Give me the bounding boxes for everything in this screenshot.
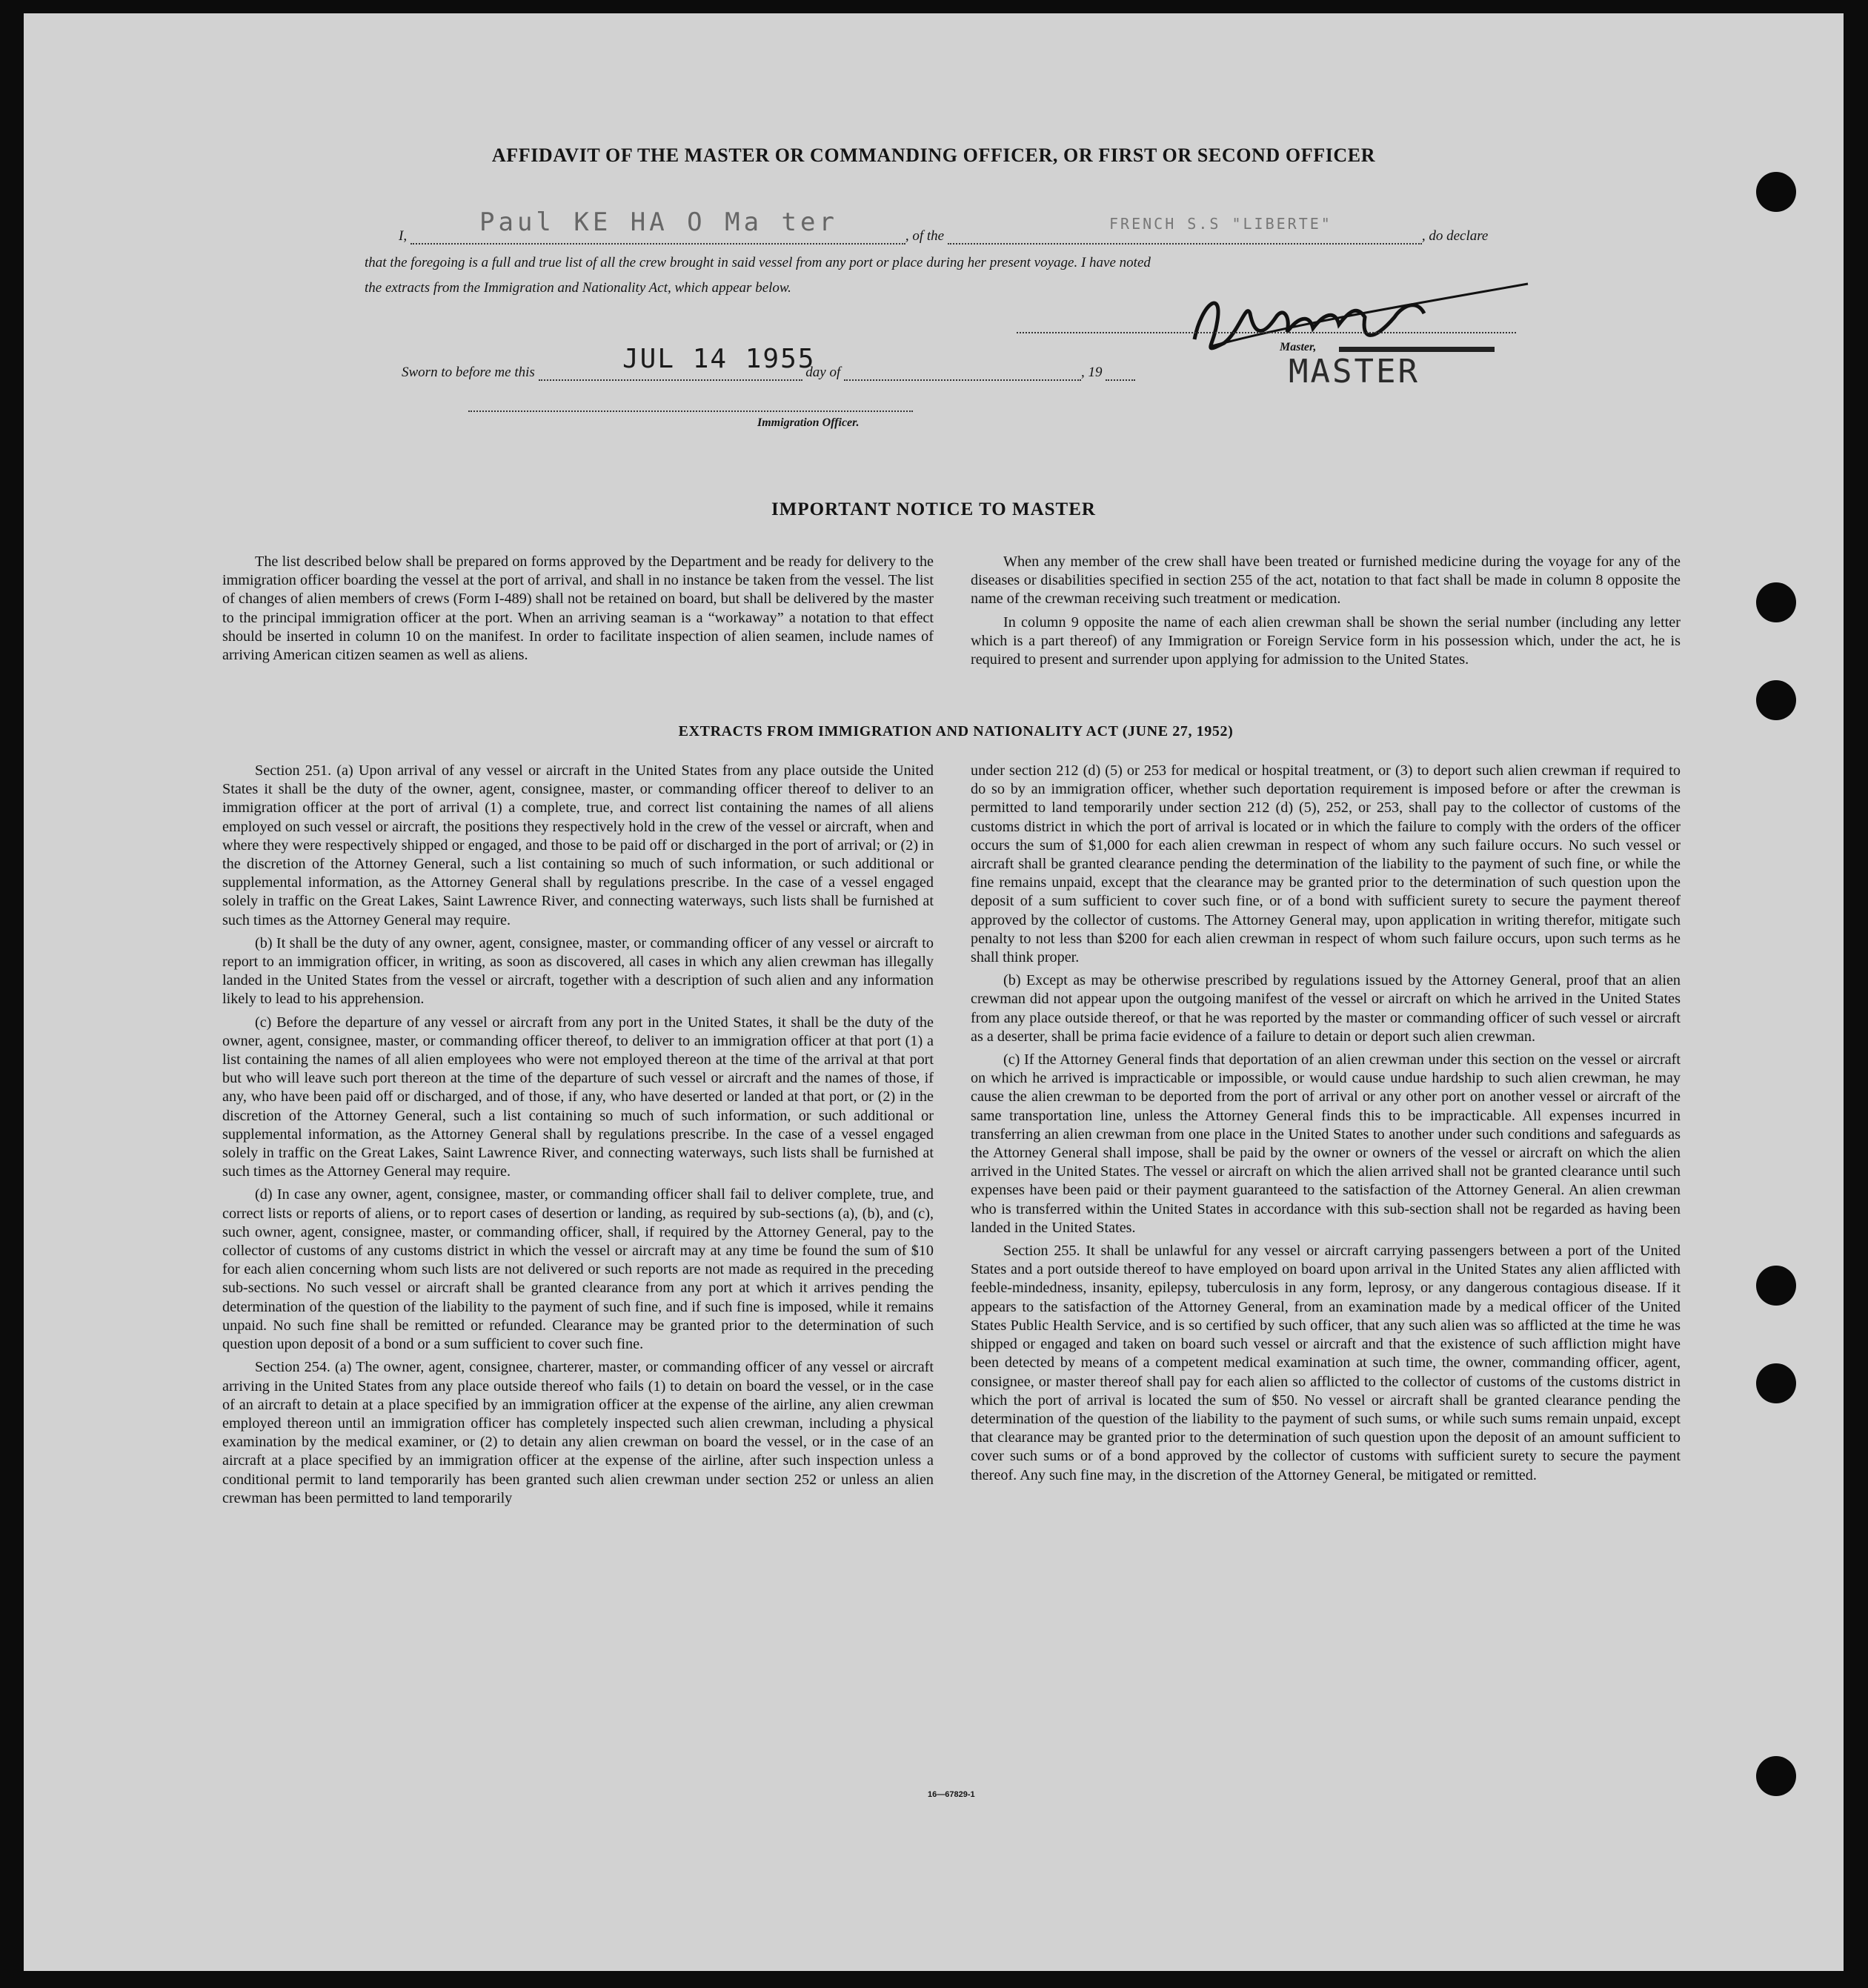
punch-hole (1756, 582, 1796, 622)
sworn-label: Sworn to before me this (402, 365, 535, 380)
extracts-right-column (971, 762, 1681, 1489)
immigration-officer-label: Immigration Officer. (757, 416, 860, 429)
notice-right-paragraph-1: When any member of the crew shall have been treated or furnished medicine during the voyage for any of the diseases or disabilities specified in section 255 of the act, notation to that fact shall be made in column 8 opposite the name of the crewman receiving such treatment or medication. (971, 553, 1681, 608)
punch-hole (1756, 680, 1796, 720)
declare-label: , do declare (1421, 228, 1489, 244)
i-label: I, (399, 228, 408, 244)
notice-left-column (222, 553, 934, 669)
month-field (844, 363, 1081, 381)
section-254b: (b) Except as may be otherwise prescribed by regulations issued by the Attorney General, proof that an alien crewman did not appear upon the outgoing manifest of the vessel or aircraft on which he arrived in the United States from any place outside thereof, or that he was reported by the master or commanding officer of such vessel or aircraft as a deserter, shall be prima facie evidence of a failure to detain or deport such alien crewman. (971, 972, 1681, 1045)
master-small-label: Master, (1280, 341, 1317, 353)
punch-hole (1756, 1756, 1796, 1796)
extracts-title: EXTRACTS FROM IMMIGRATION AND NATIONALITY ACT (JUNE 27, 1952) (678, 723, 1234, 739)
section-255: Section 255. It shall be unlawful for any vessel or aircraft carrying passengers between a port of the United States and a port outside thereof to have employed on board upon arrival in the United States any alien afflicted with feeble-mindedness, insanity, epilepsy, tuberculosis in any form, leprosy, or any dangerous contagious disease. If it appears to the satisfaction of the Attorney General, from an examination made by a medical officer of the United States Public Health Service, and is so certified by such officer, that any such alien was so afflicted at the time he was shipped or engaged and taken on board such vessel or aircraft and that the existence of such affliction might have been detected by means of a competent medical examination at such time, the owner, commanding officer, agent, consignee, or master thereof shall pay for each alien so afflicted to the collector of customs of the customs district in which the port of arrival is located the sum of $50. No vessel or aircraft shall be granted clearance pending the determination of the question of the liability to the payment of such sums, or while such sums remain unpaid, except that clearance may be granted prior to the determination of such question upon the deposit of an amount sufficient to cover such sums or of a bond approved by the collector of customs with sufficient surety to secure the payment thereof. Any such fine may, in the discretion of the Attorney General, be mitigated or remitted. (971, 1243, 1681, 1483)
sworn-date-stamp: JUL 14 1955 (622, 344, 816, 374)
section-254a: Section 254. (a) The owner, agent, consignee, charterer, master, or commanding officer of any vessel or aircraft arriving in the United States from any place outside thereof who fails (1) to detain on board the vessel, or in the case of an aircraft to detain at a place specified by an immigration officer at the expense of the airline, any alien crewman employed thereon until an immigration officer has completely inspected such alien crewman, including a physical examination by the medical examiner, or (2) to detain any alien crewman on board the vessel, or in the case of an aircraft at a place specified by an immigration officer at the expense of the airline, after such inspection unless a conditional permit to land temporarily has been granted such alien crewman under section 252 or unless an alien crewman has been permitted to land temporarily (222, 1359, 934, 1506)
master-stamp: MASTER (1289, 353, 1420, 390)
notice-title: IMPORTANT NOTICE TO MASTER (771, 499, 1096, 519)
declaration-line-3: the extracts from the Immigration and Nationality Act, which appear below. (365, 280, 791, 296)
notice-right-column (971, 553, 1681, 674)
punch-hole (1756, 1266, 1796, 1306)
document-page (24, 13, 1844, 1971)
section-251d: (d) In case any owner, agent, consignee, master, or commanding officer shall fail to deliver complete, true, and correct lists or reports of aliens, or to report cases of desertion or landing, as required by sub-sections (a), (b), and (c), such owner, agent, consignee, master, or commanding officer, shall, if required by the Attorney General, pay to the collector of customs of any customs district in which the vessel or aircraft may at any time be found the sum of $10 for each alien concerning whom such lists are not delivered or such reports are not made as required in the preceding sub-sections. No such vessel or aircraft shall be granted clearance from any port at which it arrives pending the determination of the question of the liability to the payment of such fine, and if such fine is imposed, while it remains unpaid. No such fine shall be remitted or refunded. Clearance may be granted prior to the determination of such question upon deposit of a bond or a sum sufficient to cover such fine. (222, 1186, 934, 1353)
immigration-officer-line (468, 410, 913, 412)
notice-left-paragraph: The list described below shall be prepared on forms approved by the Department and be ready for delivery to the immigration officer boarding the vessel at the port of arrival, and shall in no instance be taken from the vessel. The list of changes of alien members of crews (Form I-489) shall not be retained on board, but shall be delivered by the master to the principal immigration officer at the port. When an arriving seaman is a “workaway” a notation to that effect should be inserted in column 10 on the manifest. In order to facilitate inspection of alien seamen, include names of arriving American citizen seamen as well as aliens. (222, 553, 934, 664)
master-name-handwritten: Paul KE HA O Ma ter (479, 207, 838, 237)
section-251b: (b) It shall be the duty of any owner, agent, consignee, master, or commanding officer of any vessel or aircraft to report to an immigration officer, in writing, as soon as discovered, all cases in which any alien crewman has illegally landed in the United States from the vessel or aircraft, together with a description of such alien and any information likely to lead to his apprehension. (222, 934, 934, 1008)
punch-hole (1756, 172, 1796, 212)
section-254a-continued: under section 212 (d) (5) or 253 for medical or hospital treatment, or (3) to deport such alien crewman if required to do so by an immigration officer, whether such deportation requirement is imposed before or after the crewman is permitted to land temporarily under section 212 (d) (5), 252, or 253, shall pay to the collector of customs of the customs district in which the port of arrival is located or in which the failure to comply with the orders of the officer occurs the sum of $1,000 for each alien crewman in respect of whom any such failure occurs. No such vessel or aircraft shall be granted clearance pending the determination of the liability to the payment of such fine, or while the fine remains unpaid, except that the clearance may be granted prior to the determination of such question upon the deposit of a sum sufficient to cover such fine, or of a bond with sufficient surety to secure the payment thereof approved by the collector of customs. The Attorney General may, upon application in writing therefor, mitigate such penalty to not less than $200 for each alien crewman in respect of whom such failure occurs, upon such terms as he shall think proper. (971, 762, 1681, 966)
notice-right-paragraph-2: In column 9 opposite the name of each alien crewman shall be shown the serial number (including any letter which is a part thereof) of any Immigration or Foreign Service form in his possession which, under the act, he is required to present and surrender upon applying for admission to the United States. (971, 614, 1681, 668)
of-the-label: , of the (905, 228, 945, 244)
signature-line (1017, 332, 1516, 333)
struck-out-text (1339, 347, 1495, 352)
year-label: , 19 (1081, 365, 1103, 380)
declaration-line-2: that the foregoing is a full and true list of all the crew brought in said vessel from any port or place during her present voyage. I have noted (365, 255, 1151, 270)
section-254c: (c) If the Attorney General finds that deportation of an alien crewman under this section on the vessel or aircraft on which he arrived is impracticable or impossible, or would cause undue hardship to such alien crewman, he may cause the alien crewman to be deported from the port of arrival or any other port on another vessel or aircraft of the same transportation line, unless the Attorney General finds this to be impracticable. All expenses incurred in transferring an alien crewman from one place in the United States to another under such conditions and safeguards as the Attorney General shall impose, shall be paid by the owner or owners of the vessel or aircraft on which the alien arrived in the United States. The vessel or aircraft on which the alien arrived shall not be granted clearance until such expenses have been paid or their payment guaranteed to the satisfaction of the Attorney General. An alien crewman who is transferred within the United States in accordance with this sub-section shall not be regarded as having been landed in the United States. (971, 1051, 1681, 1236)
form-code: 16—67829-1 (928, 1790, 975, 1799)
section-251c: (c) Before the departure of any vessel or aircraft from any port in the United States, it shall be the duty of the owner, agent, consignee, master, or commanding officer thereof, to deliver to an immigration officer at that port (1) a list containing the names of all alien employees who were not employed thereon at the time of the arrival at that port but who will leave such port thereon at the time of the departure of such vessel or aircraft and the names of those, if any, who have been paid off or discharged, and of those, if any, who have deserted or landed at that port, or (2) in the discretion of the Attorney General, such a list containing so much of such information, or such additional or supplemental information, as the Attorney General shall by regulations prescribe. In the case of a vessel engaged solely in traffic on the Great Lakes, Saint Lawrence River, and connecting waterways, such lists shall be furnished at such times as the Attorney General may require. (222, 1014, 934, 1180)
day-of-label: day of (805, 365, 841, 380)
extracts-left-column (222, 762, 934, 1512)
punch-hole (1756, 1363, 1796, 1403)
vessel-name-value: FRENCH S.S "LIBERTE" (1109, 215, 1332, 233)
section-251a: Section 251. (a) Upon arrival of any vessel or aircraft in the United States from any place outside the United States it shall be the duty of the owner, agent, consignee, master, or commanding officer thereof to deliver to an immigration officer at the port of arrival (1) a complete, true, and correct list containing the names of all aliens employed on such vessel or aircraft, the positions they respectively hold in the crew of the vessel or aircraft, when and where they were respectively shipped or engaged, and those to be paid off or discharged in the port of arrival; or (2) in the discretion of the Attorney General, such a list containing so much of such information, or such additional or supplemental information, as the Attorney General shall by regulations prescribe. In the case of a vessel engaged solely in traffic on the Great Lakes, Saint Lawrence River, and connecting waterways, such lists shall be furnished at such times as the Attorney General may require. (222, 762, 934, 928)
year-field (1106, 363, 1135, 381)
affidavit-title: AFFIDAVIT OF THE MASTER OR COMMANDING OFFICER, OR FIRST OR SECOND OFFICER (491, 144, 1376, 166)
